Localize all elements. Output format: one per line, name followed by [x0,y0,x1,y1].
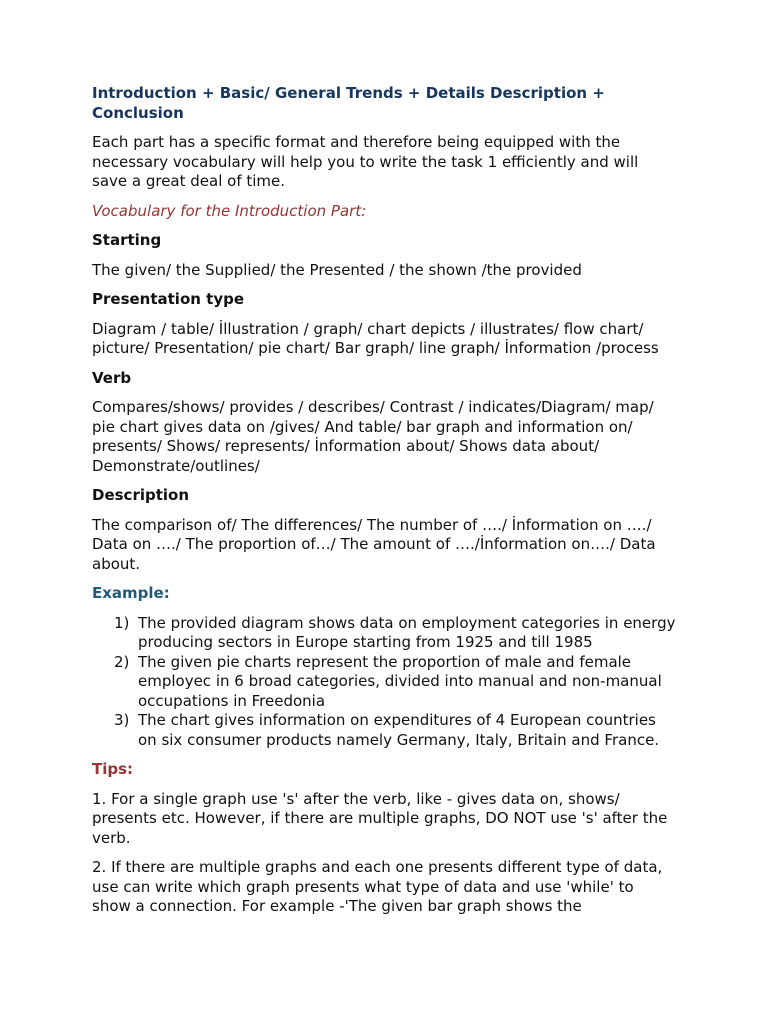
list-item-text: The provided diagram shows data on employment categories in energy producing sectors in Europe starting from 1925 and till 1985 [138,613,676,651]
example-title: Example: [92,584,170,602]
list-item-text: The given pie charts represent the proportion of male and female employec in 6 broad categories, divided into manual and non-manual occupations in Freedonia [138,652,662,710]
document-heading: Introduction + Basic/ General Trends + Details Description + Conclusion [92,84,605,122]
list-item-text: The chart gives information on expenditures of 4 European countries on six consumer products namely Germany, Italy, Britain and France. [138,711,660,749]
section-text-starting: The given/ the Supplied/ the Presented / the shown /the provided [92,260,582,279]
tip-paragraph: 1. For a single graph use 's' after the verb, like - gives data on, shows/ presents etc. However, if there are multiple graphs, DO NOT use 's' after the verb. [92,789,668,847]
list-item-number: 3) [114,711,130,729]
section-title-presentation-type: Presentation type [92,290,245,308]
example-list [92,614,676,751]
list-item-number: 1) [114,613,130,632]
tips-title: Tips: [92,760,134,778]
section-title-description: Description [92,486,190,504]
section-title-starting: Starting [92,231,162,249]
intro-paragraph: Each part has a specific format and therefore being equipped with the necessary vocabulary will help you to write the task 1 efficiently and will save a great deal of time. [92,133,639,190]
section-title-verb: Verb [92,368,132,387]
list-item [92,614,676,653]
section-text-verb: Compares/shows/ provides / describes/ Contrast / indicates/Diagram/ map/ pie chart gives data on /gives/ And table/ bar graph and information on/ presents/ Shows/ represents/ İnformation about/ Shows data about/ Demonstrate/outlines/ [92,398,654,475]
list-item-number: 2) [114,652,130,671]
list-item [92,711,676,750]
list-item [92,653,676,712]
section-text-description: The comparison of/ The differences/ The number of …./ İnformation on …./ Data on …./ The proportion of…/ The amount of …./İnformation on…./ Data about. [92,515,656,573]
tip-paragraph: 2. If there are multiple graphs and each one presents different type of data, use can write which graph presents what type of data and use 'while' to show a connection. For example -'The given bar graph shows the [92,858,663,915]
section-text-presentation-type: Diagram / table/ İllustration / graph/ chart depicts / illustrates/ flow chart/ picture/ Presentation/ pie chart/ Bar graph/ line graph/ İnformation /process [92,319,659,357]
vocabulary-title: Vocabulary for the Introduction Part: [92,201,367,220]
